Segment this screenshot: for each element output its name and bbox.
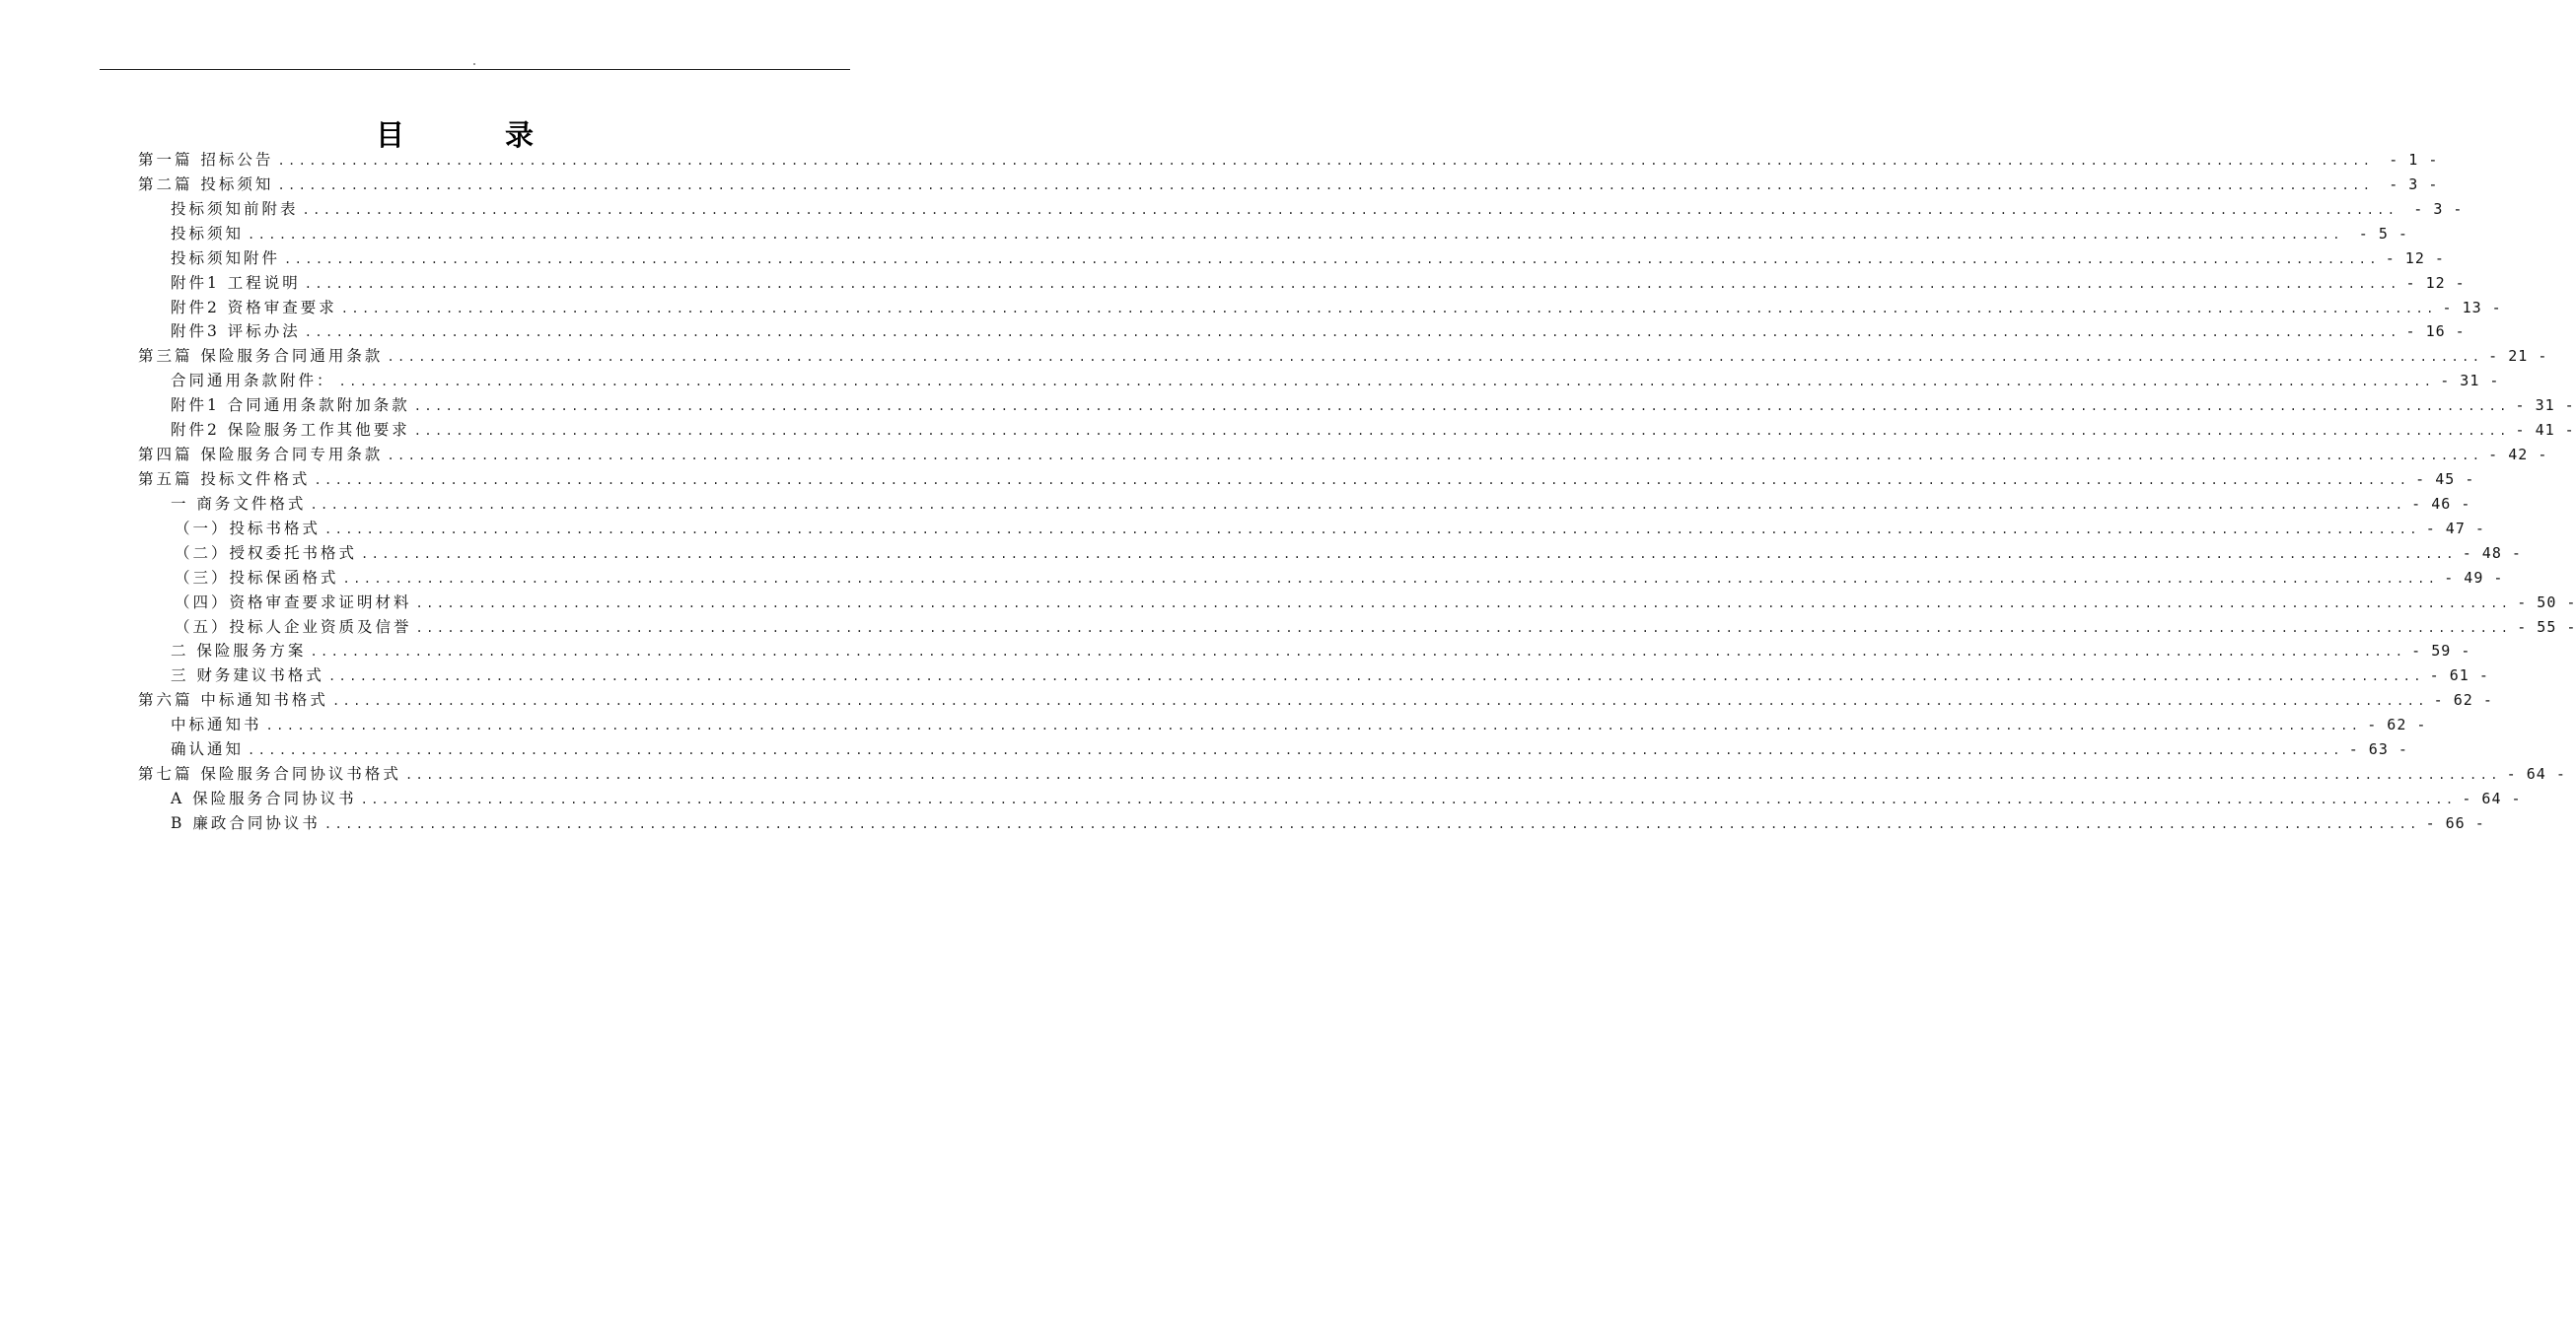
toc-entry-label: （二）授权委托书格式 xyxy=(175,543,358,562)
toc-entry-page: - 64 - xyxy=(2462,789,2522,807)
toc-entry-label: B 廉政合同协议书 xyxy=(171,813,321,832)
toc-entry-label: 附件2 保险服务工作其他要求 xyxy=(171,421,410,440)
dot-leader: ........................................................................................................................................................................................................ xyxy=(284,251,2380,266)
toc-entry-page: - 45 - xyxy=(2415,469,2475,488)
dot-leader: ........................................................................................................................................................................................................ xyxy=(248,227,2343,242)
dot-leader: ........................................................................................................................................................................................................ xyxy=(310,645,2406,660)
dot-leader: ........................................................................................................................................................................................................ xyxy=(361,546,2457,561)
toc-entry-page: - 64 - xyxy=(2506,765,2566,784)
toc-entry-label: （三）投标保函格式 xyxy=(175,568,339,587)
dot-leader: ........................................................................................................................................................................................................ xyxy=(248,743,2343,758)
dot-leader: ........................................................................................................................................................................................................ xyxy=(323,816,2420,831)
toc-entry[interactable] xyxy=(138,443,2548,467)
toc-entry-page: - 59 - xyxy=(2411,642,2471,661)
toc-entry-label: 投标须知附件 xyxy=(171,248,281,267)
dot-leader: ........................................................................................................................................................................................................ xyxy=(387,350,2483,365)
toc-entry-page: - 41 - xyxy=(2515,421,2575,440)
toc-entry-label: 合同通用条款附件： xyxy=(171,372,335,390)
toc-entry[interactable] xyxy=(138,173,2439,197)
toc-entry-label: 第二篇 投标须知 xyxy=(138,174,274,193)
toc-entry-page: - 31 - xyxy=(2515,396,2575,415)
toc-entry-label: （五）投标人企业资质及信誉 xyxy=(175,617,412,636)
toc-entry[interactable] xyxy=(138,418,2575,443)
dot-leader: ........................................................................................................................................................................................................ xyxy=(277,154,2374,168)
toc-entry[interactable] xyxy=(138,271,2466,296)
toc-entry[interactable] xyxy=(138,393,2575,418)
toc-entry-page: - 1 - xyxy=(2389,151,2439,169)
dot-leader: ........................................................................................................................................................................................................ xyxy=(310,497,2406,512)
toc-entry-label: 第六篇 中标通知书格式 xyxy=(138,691,328,710)
toc-entry[interactable] xyxy=(138,197,2464,222)
toc-entry-label: 附件2 资格审查要求 xyxy=(171,298,337,316)
toc-entry-label: 第一篇 招标公告 xyxy=(138,151,274,169)
dot-leader: ........................................................................................................................................................................................................ xyxy=(304,325,2400,340)
toc-entry[interactable] xyxy=(138,737,2408,762)
toc-entry-page: - 62 - xyxy=(2367,716,2427,734)
dot-leader: ........................................................................................................................................................................................................ xyxy=(265,719,2362,733)
page-title: 目 录 xyxy=(375,118,580,153)
toc-entry[interactable] xyxy=(138,467,2475,492)
toc-entry-label: 投标须知 xyxy=(171,224,245,243)
toc-entry-label: 第三篇 保险服务合同通用条款 xyxy=(138,347,384,366)
toc-entry-page: - 31 - xyxy=(2440,372,2500,390)
toc-entry-page: - 66 - xyxy=(2425,813,2485,832)
toc-entry[interactable] xyxy=(138,762,2566,787)
toc-entry-label: 一 商务文件格式 xyxy=(171,494,307,513)
toc-entry-page: - 62 - xyxy=(2433,691,2493,710)
toc-entry[interactable] xyxy=(138,591,2576,615)
dot-leader: ........................................................................................................................................................................................................ xyxy=(277,177,2374,192)
dot-leader: ........................................................................................................................................................................................................ xyxy=(327,669,2424,684)
toc-entry-page: - 55 - xyxy=(2517,617,2576,636)
toc-entry-page: - 63 - xyxy=(2348,740,2408,759)
toc-entry-label: 附件1 工程说明 xyxy=(171,273,301,292)
toc-entry-label: 二 保险服务方案 xyxy=(171,642,307,661)
toc-entry[interactable] xyxy=(138,541,2522,566)
toc-entry-label: 三 财务建议书格式 xyxy=(171,666,324,685)
toc-entry[interactable] xyxy=(138,344,2548,369)
toc-entry-label: 确认通知 xyxy=(171,740,245,759)
toc-entry-page: - 5 - xyxy=(2358,224,2408,243)
toc-entry-label: 第七篇 保险服务合同协议书格式 xyxy=(138,765,401,784)
toc-entry[interactable] xyxy=(138,615,2576,640)
dot-leader: ........................................................................................................................................................................................................ xyxy=(340,301,2437,315)
dot-leader: ........................................................................................................................................................................................................ xyxy=(331,694,2428,709)
toc-entry-label: 中标通知书 xyxy=(171,716,262,734)
toc-entry[interactable] xyxy=(138,492,2471,517)
toc-entry[interactable] xyxy=(138,148,2439,173)
dot-leader: ........................................................................................................................................................................................................ xyxy=(415,595,2512,610)
toc-entry[interactable] xyxy=(138,787,2522,811)
dot-leader: ........................................................................................................................................................................................................ xyxy=(360,792,2457,806)
toc-entry-page: - 21 - xyxy=(2488,347,2548,366)
toc-entry[interactable] xyxy=(138,222,2408,246)
dot-leader: ........................................................................................................................................................................................................ xyxy=(338,375,2435,389)
toc-entry-label: 第五篇 投标文件格式 xyxy=(138,469,311,488)
toc-entry[interactable] xyxy=(138,713,2427,737)
toc-entry-page: - 3 - xyxy=(2389,174,2439,193)
header-dot xyxy=(473,63,475,65)
toc-entry-page: - 12 - xyxy=(2385,248,2445,267)
toc-entry-page: - 12 - xyxy=(2405,273,2466,292)
header-rule xyxy=(100,69,850,70)
toc-entry-page: - 3 - xyxy=(2413,199,2464,218)
dot-leader: ........................................................................................................................................................................................................ xyxy=(415,620,2512,635)
toc-entry[interactable] xyxy=(138,369,2500,393)
dot-leader: ........................................................................................................................................................................................................ xyxy=(302,202,2398,217)
toc-entry-page: - 42 - xyxy=(2488,446,2548,464)
toc-entry-page: - 49 - xyxy=(2444,568,2504,587)
dot-leader: ........................................................................................................................................................................................................ xyxy=(304,276,2400,291)
table-of-contents xyxy=(138,148,2576,836)
toc-entry[interactable] xyxy=(138,296,2502,320)
toc-entry-page: - 46 - xyxy=(2411,494,2471,513)
toc-entry-label: 附件3 评标办法 xyxy=(171,322,301,341)
dot-leader: ........................................................................................................................................................................................................ xyxy=(387,449,2483,463)
toc-entry[interactable] xyxy=(138,246,2445,271)
toc-entry-page: - 61 - xyxy=(2429,666,2489,685)
toc-entry[interactable] xyxy=(138,566,2504,591)
toc-entry[interactable] xyxy=(138,517,2485,541)
toc-entry-label: 投标须知前附表 xyxy=(171,199,299,218)
toc-entry-page: - 13 - xyxy=(2442,298,2502,316)
toc-entry-page: - 48 - xyxy=(2462,543,2522,562)
toc-entry[interactable] xyxy=(138,688,2493,713)
dot-leader: ........................................................................................................................................................................................................ xyxy=(413,424,2510,439)
toc-entry-label: 第四篇 保险服务合同专用条款 xyxy=(138,446,384,464)
toc-entry-label: A 保险服务合同协议书 xyxy=(171,789,357,807)
dot-leader: ........................................................................................................................................................................................................ xyxy=(413,399,2510,414)
toc-entry[interactable] xyxy=(138,811,2485,836)
toc-entry-label: （一）投标书格式 xyxy=(175,519,322,537)
toc-entry[interactable] xyxy=(138,639,2471,663)
dot-leader: ........................................................................................................................................................................................................ xyxy=(342,571,2439,586)
toc-entry[interactable] xyxy=(138,663,2489,688)
toc-entry[interactable] xyxy=(138,319,2466,344)
toc-entry-label: （四）资格审查要求证明材料 xyxy=(175,593,412,611)
toc-entry-label: 附件1 合同通用条款附加条款 xyxy=(171,396,410,415)
dot-leader: ........................................................................................................................................................................................................ xyxy=(314,472,2410,487)
toc-entry-page: - 50 - xyxy=(2517,593,2576,611)
dot-leader: ........................................................................................................................................................................................................ xyxy=(324,522,2420,536)
toc-entry-page: - 47 - xyxy=(2425,519,2485,537)
toc-entry-page: - 16 - xyxy=(2405,322,2466,341)
dot-leader: ........................................................................................................................................................................................................ xyxy=(404,768,2501,783)
